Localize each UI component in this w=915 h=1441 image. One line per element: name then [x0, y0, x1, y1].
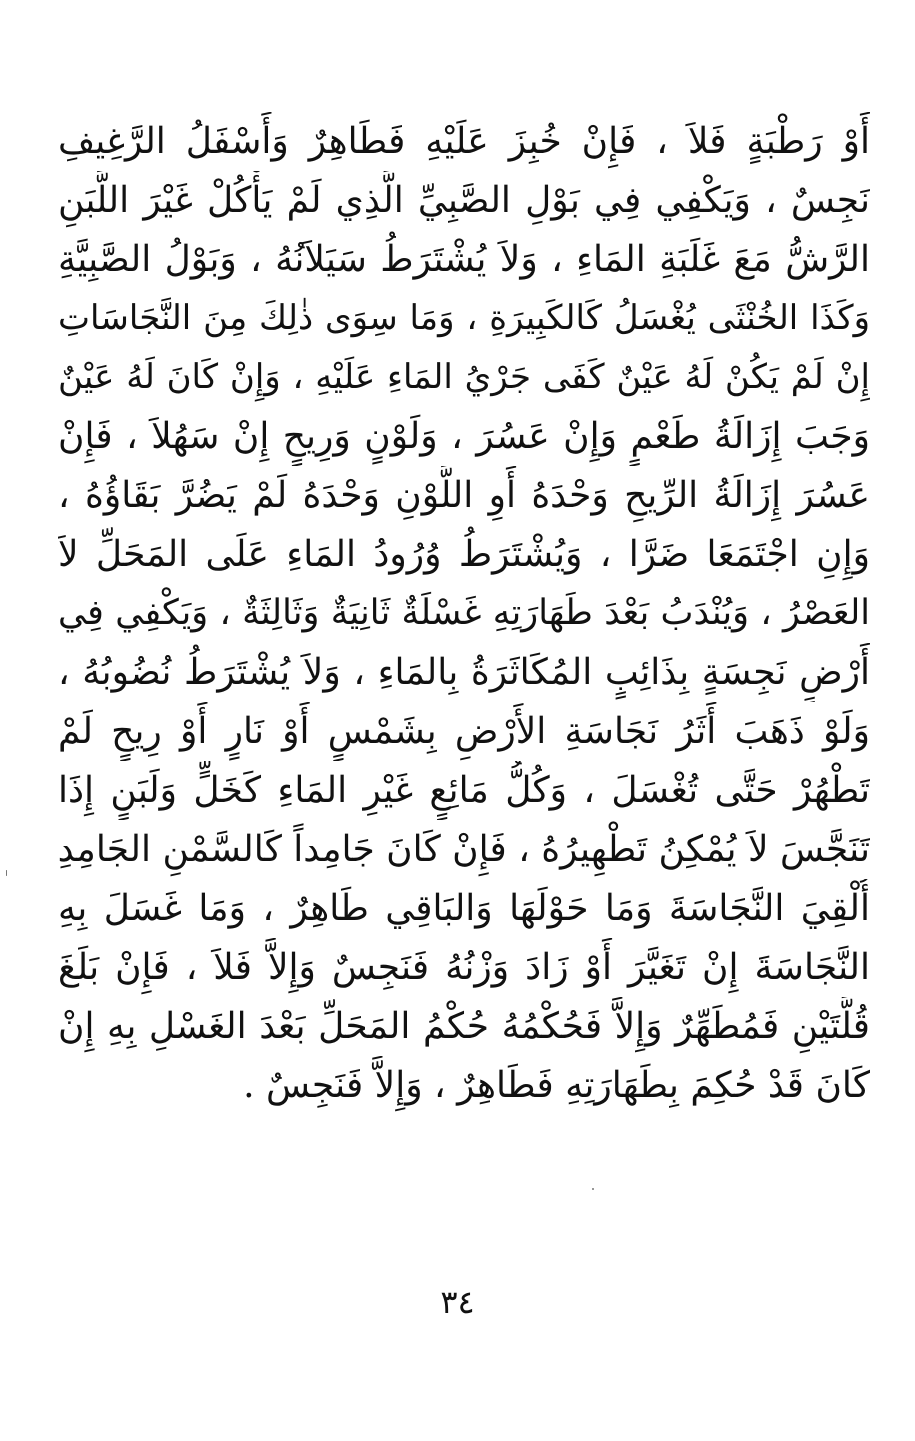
text-line-16: قُلَّتَيْنِ فَمُطَهِّرٌ وَإِلاَّ فَحُكْمُهُ حُكْمُ المَحَلِّ بَعْدَ الغَسْلِ بِهِ إِنْ	[58, 1006, 870, 1047]
text-line-7: عَسُرَ إِزَالَةُ الرِّيحِ وَحْدَهُ أَوِ اللَّوْنِ وَحْدَهُ لَمْ يَضُرَّ بَقَاؤُهُ ،	[58, 475, 870, 516]
text-line-14: أُلْقِيَ النَّجَاسَةَ وَمَا حَوْلَهَا وَالبَاقِي طَاهِرٌ ، وَمَا غَسَلَ بِهِ	[58, 888, 870, 929]
scan-speck	[592, 1188, 594, 1190]
text-line-13: تَنَجَّسَ لاَ يُمْكِنُ تَطْهِيرُهُ ، فَإِنْ كَانَ جَامِداً كَالسَّمْنِ الجَامِدِ	[58, 829, 870, 870]
scan-speck	[6, 870, 7, 876]
text-line-10: أَرْضٍ نَجِسَةٍ بِذَائِبٍ المُكَاثَرَةُ بِالمَاءِ ، وَلاَ يُشْتَرَطُ نُضُوبُهُ ،	[58, 652, 870, 693]
text-line-2: نَجِسٌ ، وَيَكْفِي فِي بَوْلِ الصَّبِيِّ الَّذِي لَمْ يَأْكُلْ غَيْرَ اللَّبَنِ	[58, 180, 870, 221]
page-body-text	[58, 112, 870, 1115]
text-line-15: النَّجَاسَةَ إِنْ تَغَيَّرَ أَوْ زَادَ وَزْنُهُ فَنَجِسٌ وَإِلاَّ فَلاَ ، فَإِنْ بَلَغَ	[58, 947, 870, 988]
text-line-3: الرَّشُّ مَعَ غَلَبَةِ المَاءِ ، وَلاَ يُشْتَرَطُ سَيَلاَنُهُ ، وَبَوْلُ الصَّبِيَّةِ	[58, 239, 870, 280]
text-line-1: أَوْ رَطْبَةٍ فَلاَ ، فَإِنْ خُبِزَ عَلَيْهِ فَطَاهِرٌ وَأَسْفَلُ الرَّغِيفِ	[58, 121, 870, 162]
page-number: ٣٤	[440, 1283, 475, 1321]
text-line-11: وَلَوْ ذَهَبَ أَثَرُ نَجَاسَةِ الأَرْضِ بِشَمْسٍ أَوْ نَارٍ أَوْ رِيحٍ لَمْ	[58, 711, 870, 752]
text-line-8: وَإِنِ اجْتَمَعَا ضَرَّا ، وَيُشْتَرَطُ وُرُودُ المَاءِ عَلَى المَحَلِّ لاَ	[58, 534, 870, 575]
text-line-5: إِنْ لَمْ يَكُنْ لَهُ عَيْنٌ كَفَى جَرْيُ المَاءِ عَلَيْهِ ، وَإِنْ كَانَ لَهُ عَيْنٌ	[58, 357, 870, 397]
text-line-17: كَانَ قَدْ حُكِمَ بِطَهَارَتِهِ فَطَاهِرٌ ، وَإِلاَّ فَنَجِسٌ .	[243, 1065, 870, 1106]
text-line-12: تَطْهُرْ حَتَّى تُغْسَلَ ، وَكُلُّ مَائِعٍ غَيْرِ المَاءِ كَخَلٍّ وَلَبَنٍ إِذَا	[58, 770, 870, 811]
text-line-6: وَجَبَ إِزَالَةُ طَعْمٍ وَإِنْ عَسُرَ ، وَلَوْنٍ وَرِيحٍ إِنْ سَهُلاَ ، فَإِنْ	[58, 416, 870, 457]
text-line-4: وَكَذَا الخُنْثَى يُغْسَلُ كَالكَبِيرَةِ ، وَمَا سِوَى ذٰلِكَ مِنَ النَّجَاسَاتِ	[58, 298, 870, 338]
text-line-9: العَصْرُ ، وَيُنْدَبُ بَعْدَ طَهَارَتِهِ غَسْلَةٌ ثَانِيَةٌ وَثَالِثَةٌ ، وَيَكْفِي فِي	[58, 593, 870, 633]
